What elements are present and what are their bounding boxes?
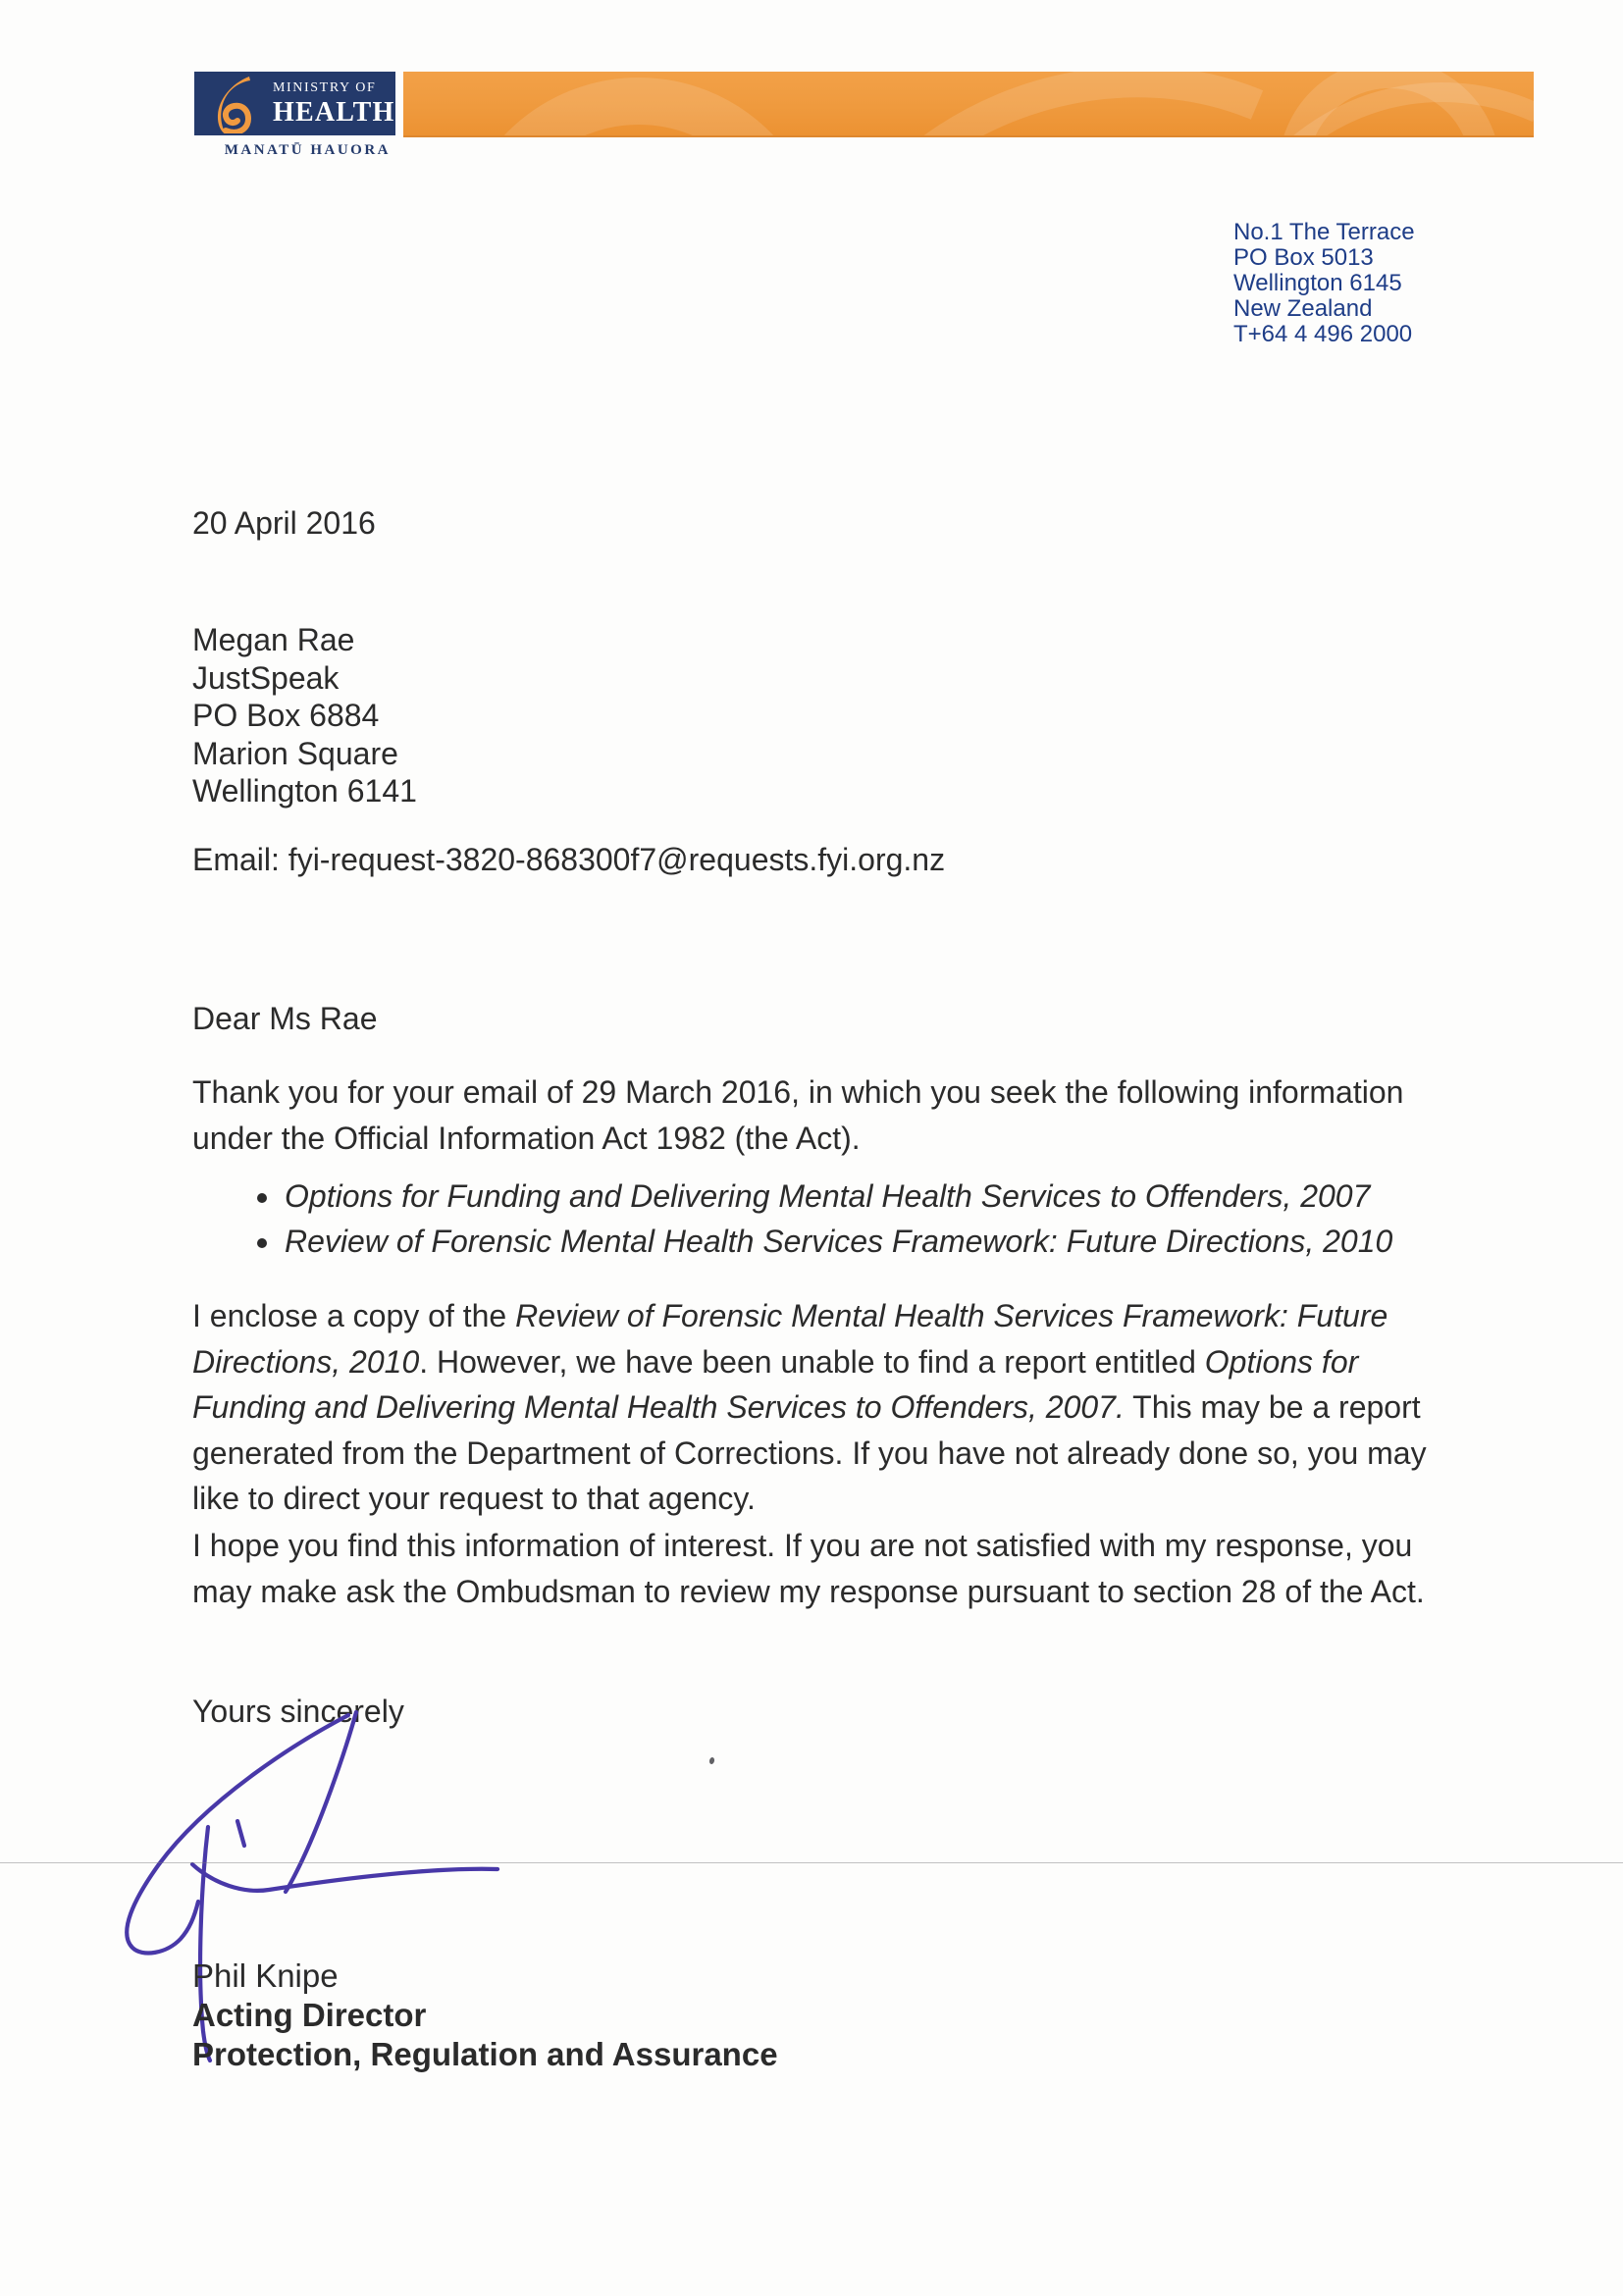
recipient-line: JustSpeak [192,659,340,696]
contact-line: Wellington 6145 [1233,270,1402,296]
recipient-line: Marion Square [192,735,398,771]
contact-line: New Zealand [1233,295,1373,322]
bullet-item: • Options for Funding and Delivering Mental Health Services to Offenders, 2007 [283,1174,1548,1219]
signer-block [192,1957,778,2074]
closing-phrase: Yours sincerely [192,1694,404,1729]
signer-title: Acting Director [192,1997,427,2033]
salutation: Dear Ms Rae [192,1001,378,1036]
recipient-line: Wellington 6141 [192,773,417,809]
contact-line: No.1 The Terrace [1233,219,1415,245]
bullet-item: • Review of Forensic Mental Health Services Framework: Future Directions, 2010 [283,1219,1548,1264]
recipient-line: PO Box 6884 [192,698,380,733]
ink-dot-artifact [708,1756,715,1764]
koru-fern-icon [200,75,271,133]
recipient-line: Megan Rae [192,622,355,657]
logo-ministry-of-text: MINISTRY OF [273,80,377,95]
header-banner [403,72,1534,137]
email-line: Email: fyi-request-3820-868300f7@requests.fyi.org.nz [192,842,946,877]
scan-artifact-line [0,1862,1623,1863]
contact-block [1233,220,1415,347]
contact-line: PO Box 5013 [1233,244,1374,271]
requested-documents-list [192,1174,1548,1264]
paragraph-response: I enclose a copy of the Review of Forensic Mental Health Services Framework: Future Directions, 2010. However, we have been unable to find a report entitled Options for Funding and Delivering Mental Health Services to Offenders, 2007. This may be a report generated from the Department of Corrections. If you have not already done so, you may like to direct your request to that agency. [192,1298,1427,1516]
logo-maori-name: MANATŪ HAUORA [224,142,391,158]
paragraph-ombudsman: I hope you find this information of interest. If you are not satisfied with my response, you may make ask the Ombudsman to review my response pursuant to section 28 of the Act. [192,1528,1425,1609]
logo-health-text: HEALTH [273,97,395,128]
letter-date: 20 April 2016 [192,505,376,541]
signer-division: Protection, Regulation and Assurance [192,2036,778,2072]
signer-name: Phil Knipe [192,1957,339,1994]
paragraph-request-intro: Thank you for your email of 29 March 2016, in which you seek the following information under the Official Information Act 1982 (the Act). [192,1074,1404,1156]
contact-line: T+64 4 496 2000 [1233,321,1413,347]
banner-swirl-pattern [403,72,1534,135]
recipient-address-block [192,621,417,810]
ministry-of-health-logo [194,72,395,135]
